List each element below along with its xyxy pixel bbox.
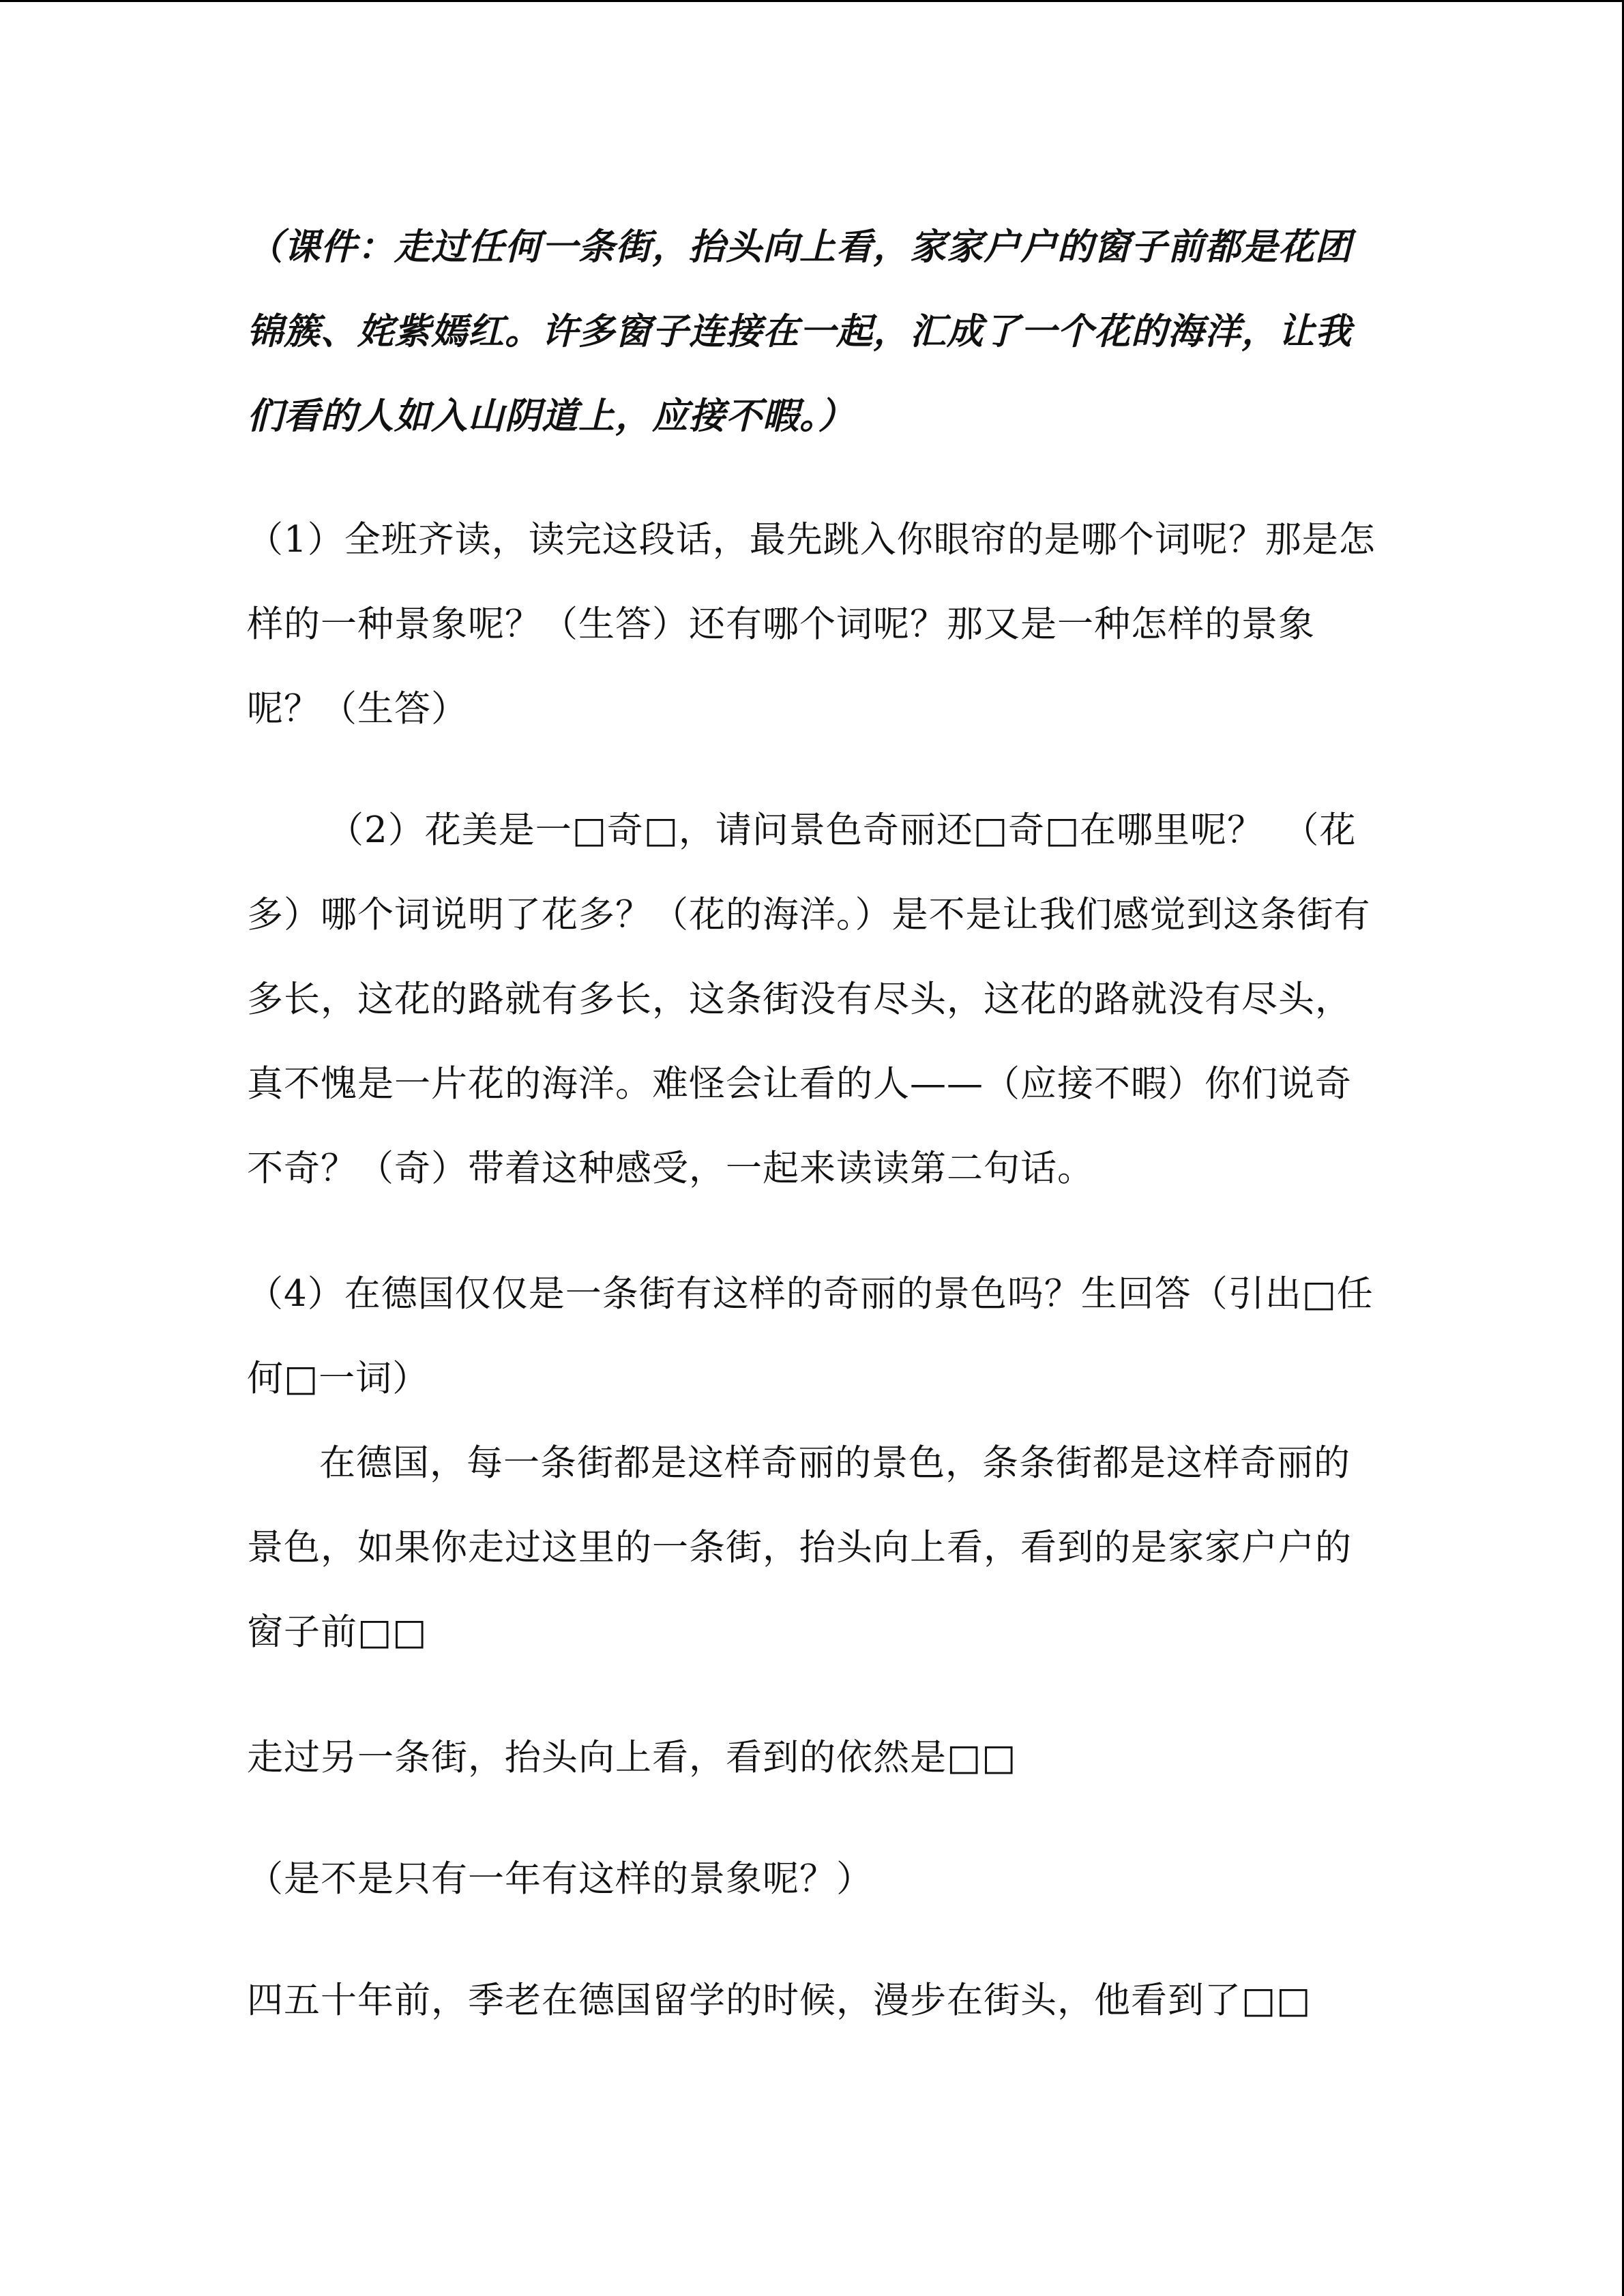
ji-lao-paragraph: 四五十年前，季老在德国留学的时候，漫步在街头，他看到了□□ <box>247 1980 1312 2021</box>
page-top-border <box>0 0 1624 2</box>
question-1-paragraph: （1）全班齐读，读完这段话，最先跳入你眼帘的是哪个词呢？那是怎样的一种景象呢？（生答）还有哪个词呢？那又是一种怎样的景象呢？（生答） <box>247 519 1376 730</box>
another-street-paragraph: 走过另一条街，抬头向上看，看到的依然是□□ <box>247 1737 1017 1778</box>
germany-street-paragraph: 在德国，每一条街都是这样奇丽的景色，条条街都是这样奇丽的景色，如果你走过这里的一条街，抬头向上看，看到的是家家户户的窗子前□□ <box>247 1442 1352 1653</box>
question-2-paragraph: （2）花美是一□奇□，请问景色奇丽还□奇□在哪里呢？ （花多）哪个词说明了花多？（花的海洋。）是不是让我们感觉到这条街有多长，这花的路就有多长，这条街没有尽头，这花的路就没有尽头，真不愧是一片花的海洋。难怪会让看的人——（应接不暇）你们说奇不奇？（奇）带着这种感受，一起来读读第二句话。 <box>247 809 1371 1189</box>
question-4-paragraph: （4）在德国仅仅是一条街有这样的奇丽的景色吗？生回答（引出□任何□一词） <box>247 1273 1374 1399</box>
only-one-year-question: （是不是只有一年有这样的景象呢？） <box>247 1858 873 1900</box>
courseware-quote-paragraph: （课件：走过任何一条街，抬头向上看，家家户户的窗子前都是花团锦簇、姹紫嫣红。许多窗子连接在一起，汇成了一个花的海洋，让我们看的人如入山阴道上，应接不暇。） <box>247 226 1352 437</box>
document-body <box>247 205 1379 2043</box>
